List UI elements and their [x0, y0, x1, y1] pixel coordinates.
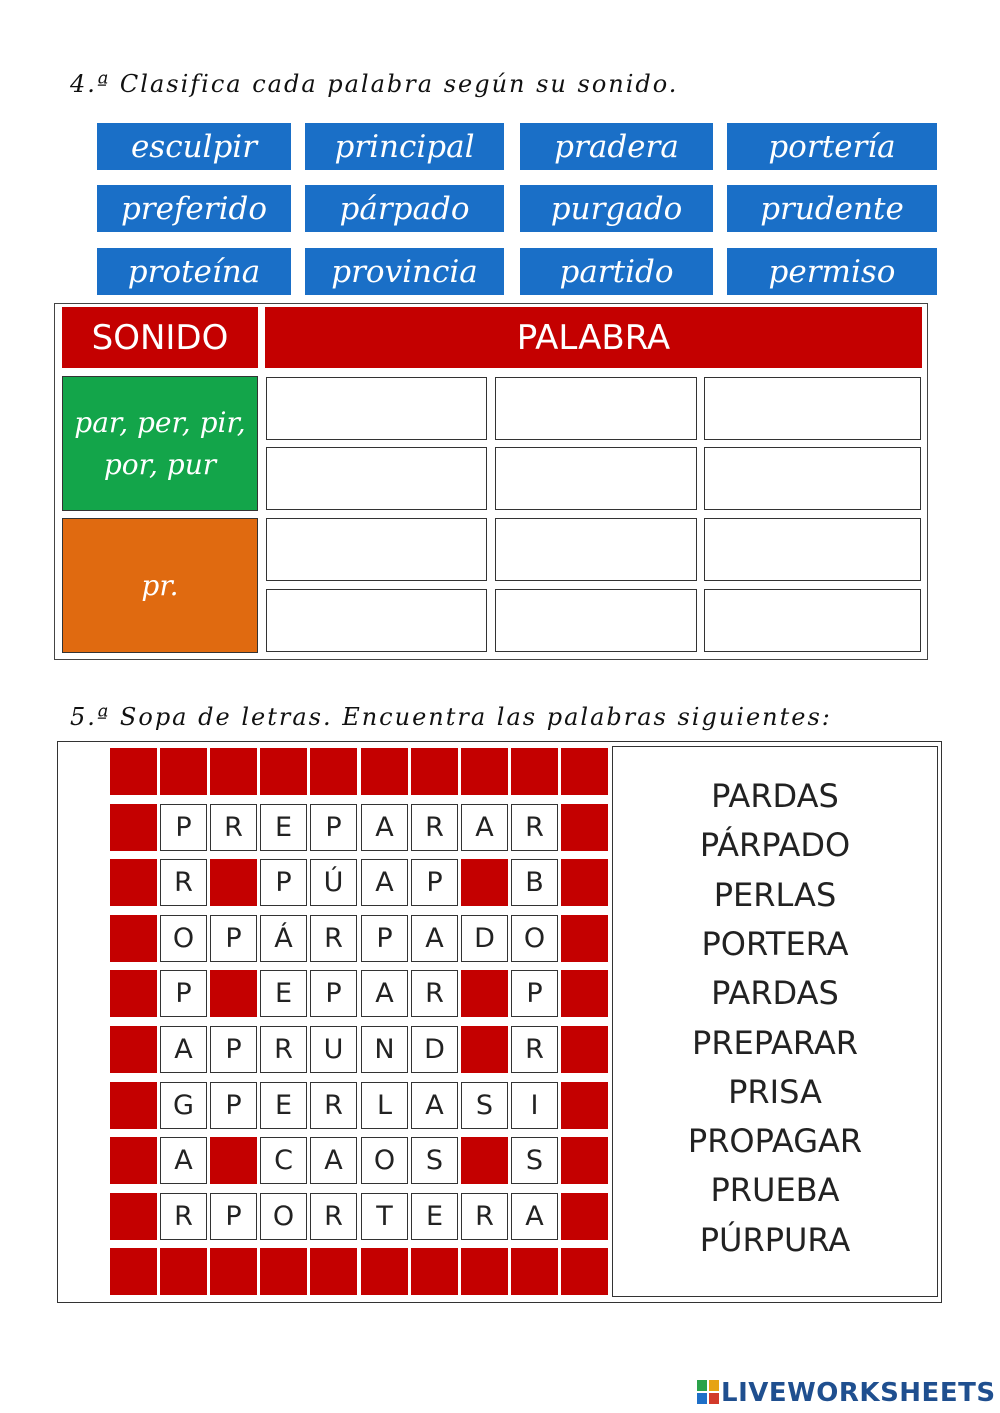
- grid-letter[interactable]: E: [260, 804, 307, 851]
- grid-letter[interactable]: O: [361, 1137, 408, 1184]
- grid-letter[interactable]: P: [511, 970, 558, 1017]
- word-tile[interactable]: proteína: [97, 248, 291, 295]
- grid-block: [461, 748, 508, 795]
- grid-block: [210, 1248, 257, 1295]
- grid-letter[interactable]: E: [411, 1193, 458, 1240]
- grid-block: [110, 1137, 157, 1184]
- sound-pr: [62, 518, 258, 653]
- grid-block: [260, 1248, 307, 1295]
- grid-block: [110, 970, 157, 1017]
- grid-letter[interactable]: Ú: [310, 859, 357, 906]
- grid-letter[interactable]: R: [310, 1193, 357, 1240]
- sound-label-line2: por, pur: [103, 447, 217, 481]
- word-list-item: PRUEBA: [710, 1171, 840, 1210]
- grid-block: [110, 1026, 157, 1073]
- word-list-item: PORTERA: [701, 924, 849, 963]
- grid-letter[interactable]: R: [511, 804, 558, 851]
- answer-slot[interactable]: [266, 518, 487, 581]
- answer-slot[interactable]: [704, 377, 921, 440]
- answer-slot[interactable]: [704, 589, 921, 652]
- answer-slot[interactable]: [704, 518, 921, 581]
- grid-letter[interactable]: S: [411, 1137, 458, 1184]
- grid-block: [361, 748, 408, 795]
- grid-letter[interactable]: R: [160, 1193, 207, 1240]
- word-tile[interactable]: principal: [305, 123, 504, 170]
- grid-letter[interactable]: P: [210, 1026, 257, 1073]
- grid-letter[interactable]: R: [411, 970, 458, 1017]
- grid-letter[interactable]: P: [310, 804, 357, 851]
- grid-letter[interactable]: R: [461, 1193, 508, 1240]
- word-tile[interactable]: permiso: [727, 248, 937, 295]
- grid-block: [310, 1248, 357, 1295]
- grid-block: [561, 1248, 608, 1295]
- grid-letter[interactable]: E: [260, 970, 307, 1017]
- grid-letter[interactable]: A: [361, 859, 408, 906]
- grid-letter[interactable]: E: [260, 1082, 307, 1129]
- exercise-5-title: 5.ª Sopa de letras. Encuentra las palabras siguientes:: [70, 703, 832, 731]
- grid-letter[interactable]: T: [361, 1193, 408, 1240]
- grid-block: [210, 970, 257, 1017]
- grid-letter[interactable]: R: [411, 804, 458, 851]
- grid-letter[interactable]: S: [511, 1137, 558, 1184]
- grid-letter[interactable]: P: [160, 804, 207, 851]
- word-list-item: PERLAS: [713, 875, 837, 914]
- grid-letter[interactable]: R: [310, 1082, 357, 1129]
- grid-letter[interactable]: C: [260, 1137, 307, 1184]
- grid-letter[interactable]: A: [160, 1137, 207, 1184]
- grid-block: [461, 1026, 508, 1073]
- word-tile[interactable]: pradera: [520, 123, 713, 170]
- word-list-item: PÚRPURA: [699, 1220, 851, 1259]
- grid-block: [561, 748, 608, 795]
- grid-letter[interactable]: Á: [260, 915, 307, 962]
- grid-letter[interactable]: A: [511, 1193, 558, 1240]
- grid-block: [461, 1248, 508, 1295]
- grid-letter[interactable]: P: [160, 970, 207, 1017]
- grid-letter[interactable]: B: [511, 859, 558, 906]
- word-tile[interactable]: provincia: [305, 248, 504, 295]
- grid-letter[interactable]: P: [260, 859, 307, 906]
- grid-letter[interactable]: A: [461, 804, 508, 851]
- grid-block: [561, 1082, 608, 1129]
- grid-block: [461, 1137, 508, 1184]
- word-tile[interactable]: esculpir: [97, 123, 291, 170]
- grid-letter[interactable]: R: [310, 915, 357, 962]
- grid-letter[interactable]: P: [411, 859, 458, 906]
- word-list-box: [612, 746, 938, 1297]
- grid-block: [310, 748, 357, 795]
- grid-block: [511, 748, 558, 795]
- sound-par-per-pir: [62, 376, 258, 511]
- word-tile[interactable]: preferido: [97, 185, 291, 232]
- answer-slot[interactable]: [495, 447, 697, 510]
- grid-block: [110, 804, 157, 851]
- word-tile[interactable]: párpado: [305, 185, 504, 232]
- answer-slot[interactable]: [266, 589, 487, 652]
- grid-block: [110, 859, 157, 906]
- answer-slot[interactable]: [266, 377, 487, 440]
- brand-text: LIVEWORKSHEETS: [721, 1378, 996, 1408]
- grid-block: [110, 748, 157, 795]
- grid-letter[interactable]: D: [411, 1026, 458, 1073]
- grid-block: [561, 970, 608, 1017]
- header-sound: SONIDO: [62, 307, 258, 368]
- word-tile[interactable]: prudente: [727, 185, 937, 232]
- grid-block: [561, 1137, 608, 1184]
- grid-letter[interactable]: A: [160, 1026, 207, 1073]
- word-list-item: PARDAS: [711, 777, 839, 815]
- grid-letter[interactable]: R: [260, 1026, 307, 1073]
- grid-letter[interactable]: A: [361, 970, 408, 1017]
- answer-slot[interactable]: [495, 377, 697, 440]
- grid-block: [110, 915, 157, 962]
- grid-block: [561, 804, 608, 851]
- grid-block: [561, 915, 608, 962]
- sound-label: pr.: [141, 568, 179, 602]
- grid-letter[interactable]: A: [411, 915, 458, 962]
- grid-letter[interactable]: O: [511, 915, 558, 962]
- grid-block: [110, 1082, 157, 1129]
- grid-block: [160, 1248, 207, 1295]
- answer-slot[interactable]: [495, 518, 697, 581]
- grid-block: [210, 748, 257, 795]
- exercise-4-title: 4.ª Clasifica cada palabra según su sonido.: [70, 70, 679, 98]
- grid-block: [260, 748, 307, 795]
- grid-letter[interactable]: P: [210, 915, 257, 962]
- grid-letter[interactable]: R: [160, 859, 207, 906]
- grid-letter[interactable]: S: [461, 1082, 508, 1129]
- grid-letter[interactable]: P: [210, 1193, 257, 1240]
- grid-block: [160, 748, 207, 795]
- grid-letter[interactable]: P: [210, 1082, 257, 1129]
- word-list-item: PARDAS: [711, 974, 839, 1013]
- word-list-item: PROPAGAR: [687, 1122, 863, 1161]
- grid-block: [110, 1193, 157, 1240]
- grid-letter[interactable]: G: [160, 1082, 207, 1129]
- grid-block: [411, 1248, 458, 1295]
- grid-letter[interactable]: D: [461, 915, 508, 962]
- grid-letter[interactable]: P: [310, 970, 357, 1017]
- word-list-item: PRISA: [728, 1072, 822, 1111]
- grid-letter[interactable]: A: [310, 1137, 357, 1184]
- grid-block: [561, 1193, 608, 1240]
- grid-letter[interactable]: N: [361, 1026, 408, 1073]
- grid-block: [561, 1026, 608, 1073]
- word-tile[interactable]: purgado: [520, 185, 713, 232]
- grid-block: [361, 1248, 408, 1295]
- header-word: PALABRA: [265, 307, 922, 368]
- answer-slot[interactable]: [495, 589, 697, 652]
- grid-block: [561, 859, 608, 906]
- grid-block: [110, 1248, 157, 1295]
- grid-letter[interactable]: P: [361, 915, 408, 962]
- liveworksheets-logo: [697, 1378, 996, 1408]
- grid-letter[interactable]: O: [260, 1193, 307, 1240]
- word-list-item: PÁRPADO: [699, 826, 851, 865]
- answer-slot[interactable]: [266, 447, 487, 510]
- word-list-item: PREPARAR: [692, 1023, 858, 1062]
- grid-letter[interactable]: A: [361, 804, 408, 851]
- word-tile[interactable]: partido: [520, 248, 713, 295]
- grid-block: [411, 748, 458, 795]
- grid-block: [210, 859, 257, 906]
- liveworksheets-icon: [697, 1380, 719, 1404]
- grid-block: [461, 970, 508, 1017]
- sound-label-line1: par, per, pir,: [74, 405, 246, 439]
- grid-letter[interactable]: I: [511, 1082, 558, 1129]
- answer-slot[interactable]: [704, 447, 921, 510]
- grid-letter[interactable]: R: [511, 1026, 558, 1073]
- grid-block: [461, 859, 508, 906]
- grid-letter[interactable]: O: [160, 915, 207, 962]
- grid-letter[interactable]: L: [361, 1082, 408, 1129]
- grid-letter[interactable]: A: [411, 1082, 458, 1129]
- grid-letter[interactable]: U: [310, 1026, 357, 1073]
- grid-block: [511, 1248, 558, 1295]
- grid-letter[interactable]: R: [210, 804, 257, 851]
- word-tile[interactable]: portería: [727, 123, 937, 170]
- grid-block: [210, 1137, 257, 1184]
